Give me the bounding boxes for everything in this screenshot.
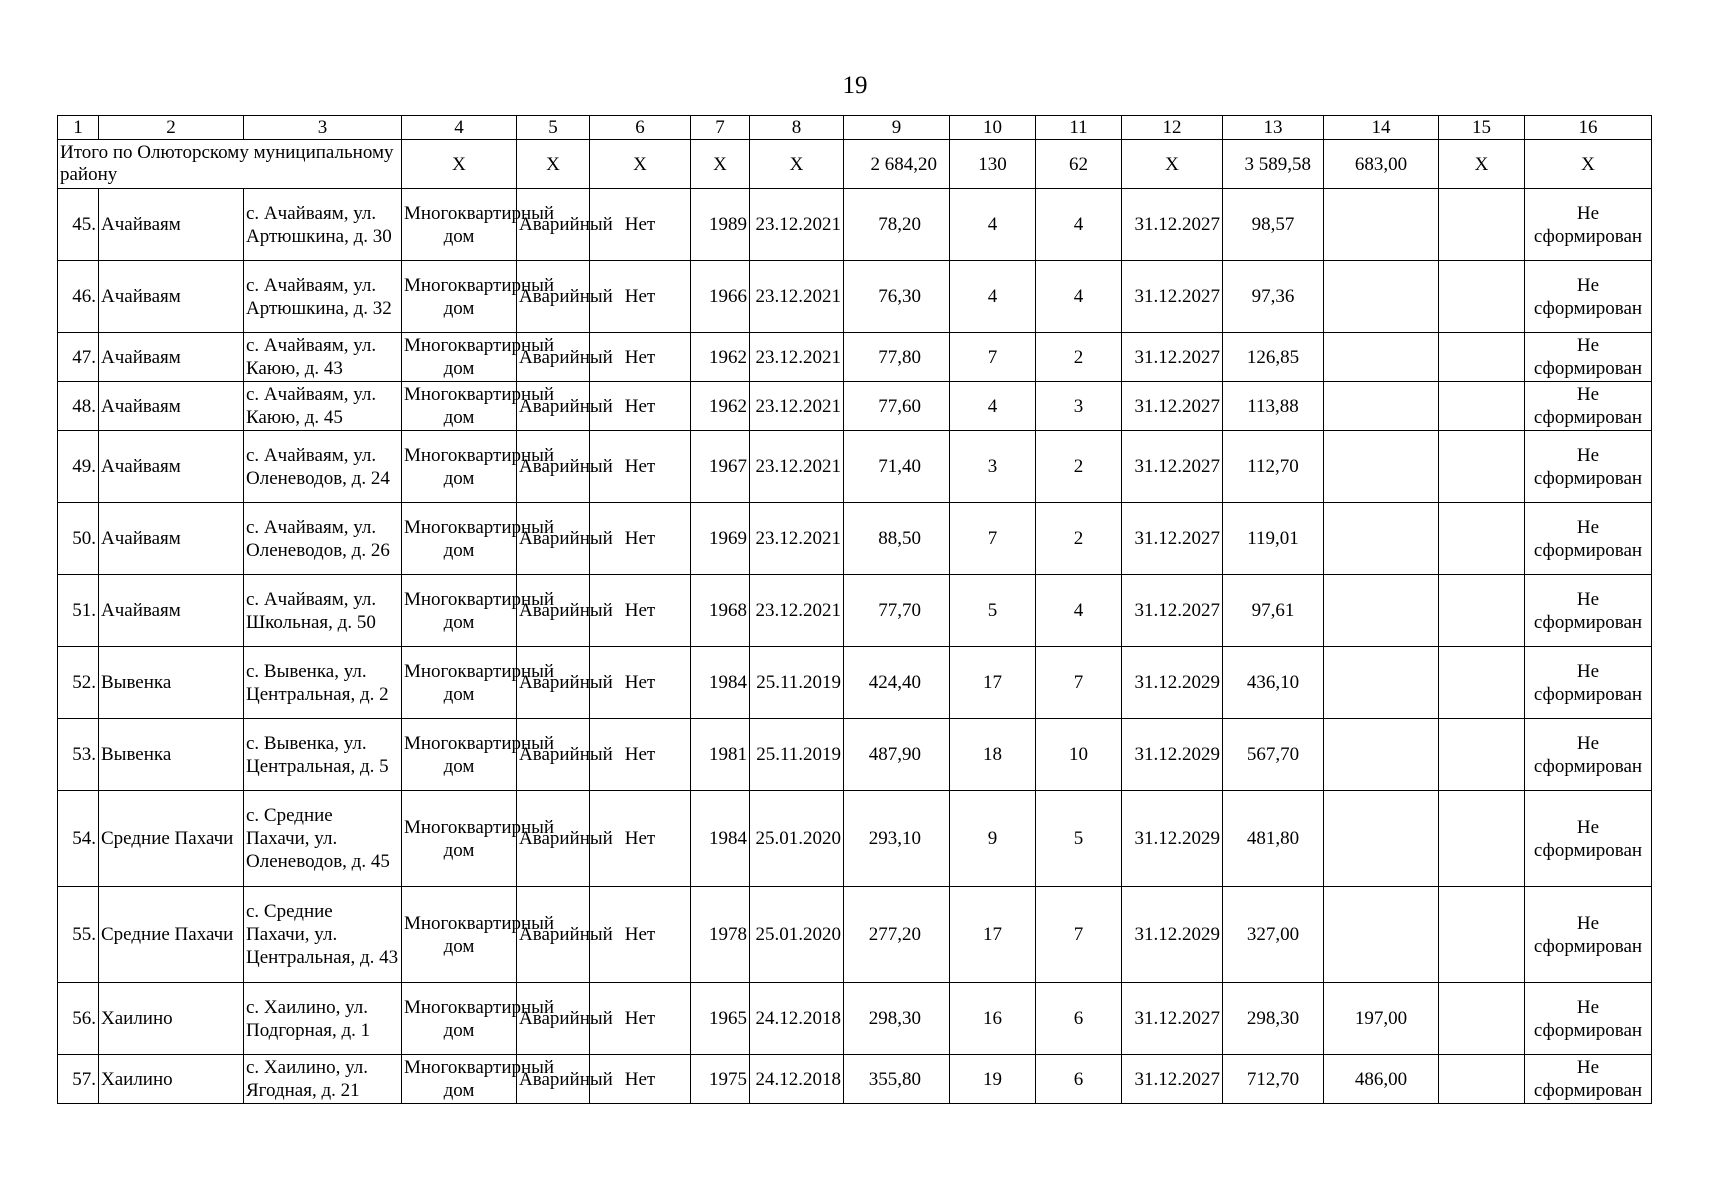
- total-cell: 2 684,20: [844, 140, 950, 189]
- cell-apartments: 3: [1036, 382, 1122, 431]
- cell-people: 4: [950, 189, 1036, 261]
- cell-settlement: Средние Пахачи: [99, 791, 244, 887]
- page-number: 19: [842, 72, 868, 99]
- cell-apartments: 2: [1036, 431, 1122, 503]
- cell-apartments: 2: [1036, 333, 1122, 382]
- cell-value15: [1439, 983, 1525, 1055]
- cell-year: 1984: [691, 791, 750, 887]
- cell-area: 77,70: [844, 575, 950, 647]
- cell-note: Не сформирован: [1525, 719, 1652, 791]
- cell-value14: 197,00: [1324, 983, 1439, 1055]
- cell-value15: [1439, 189, 1525, 261]
- cell-status: Аварийный: [517, 261, 590, 333]
- cell-date: 23.12.2021: [750, 261, 844, 333]
- cell-type: Многоквартирный дом: [402, 983, 517, 1055]
- column-number: 4: [402, 116, 517, 140]
- cell-note: Не сформирован: [1525, 983, 1652, 1055]
- cell-year: 1967: [691, 431, 750, 503]
- cell-value13: 298,30: [1223, 983, 1324, 1055]
- cell-status: Аварийный: [517, 719, 590, 791]
- cell-type: Многоквартирный дом: [402, 431, 517, 503]
- cell-status: Аварийный: [517, 503, 590, 575]
- cell-deadline: 31.12.2029: [1122, 719, 1223, 791]
- cell-apartments: 4: [1036, 261, 1122, 333]
- table-row: [58, 791, 1652, 887]
- cell-value14: [1324, 647, 1439, 719]
- cell-year: 1989: [691, 189, 750, 261]
- table-row: [58, 887, 1652, 983]
- cell-note: Не сформирован: [1525, 1055, 1652, 1104]
- cell-deadline: 31.12.2027: [1122, 983, 1223, 1055]
- cell-n: 56.: [58, 983, 99, 1055]
- total-cell: 3 589,58: [1223, 140, 1324, 189]
- cell-flag: Нет: [590, 189, 691, 261]
- cell-status: Аварийный: [517, 333, 590, 382]
- cell-settlement: Средние Пахачи: [99, 887, 244, 983]
- cell-n: 49.: [58, 431, 99, 503]
- table-row: [58, 503, 1652, 575]
- cell-deadline: 31.12.2029: [1122, 791, 1223, 887]
- column-number: 8: [750, 116, 844, 140]
- cell-n: 47.: [58, 333, 99, 382]
- cell-area: 487,90: [844, 719, 950, 791]
- total-cell: X: [1122, 140, 1223, 189]
- cell-people: 5: [950, 575, 1036, 647]
- cell-value15: [1439, 503, 1525, 575]
- cell-n: 52.: [58, 647, 99, 719]
- cell-deadline: 31.12.2027: [1122, 1055, 1223, 1104]
- cell-year: 1965: [691, 983, 750, 1055]
- cell-value15: [1439, 575, 1525, 647]
- cell-deadline: 31.12.2027: [1122, 503, 1223, 575]
- cell-flag: Нет: [590, 647, 691, 719]
- cell-note: Не сформирован: [1525, 261, 1652, 333]
- cell-apartments: 4: [1036, 189, 1122, 261]
- total-cell: X: [1439, 140, 1525, 189]
- cell-value14: [1324, 261, 1439, 333]
- cell-n: 48.: [58, 382, 99, 431]
- cell-year: 1984: [691, 647, 750, 719]
- cell-flag: Нет: [590, 431, 691, 503]
- cell-settlement: Ачайваям: [99, 189, 244, 261]
- cell-area: 78,20: [844, 189, 950, 261]
- cell-apartments: 5: [1036, 791, 1122, 887]
- cell-flag: Нет: [590, 983, 691, 1055]
- column-number: 1: [58, 116, 99, 140]
- cell-year: 1978: [691, 887, 750, 983]
- cell-n: 55.: [58, 887, 99, 983]
- cell-people: 19: [950, 1055, 1036, 1104]
- cell-settlement: Хаилино: [99, 983, 244, 1055]
- cell-value15: [1439, 1055, 1525, 1104]
- cell-status: Аварийный: [517, 431, 590, 503]
- cell-settlement: Ачайваям: [99, 575, 244, 647]
- cell-status: Аварийный: [517, 983, 590, 1055]
- cell-value13: 113,88: [1223, 382, 1324, 431]
- cell-date: 25.11.2019: [750, 647, 844, 719]
- cell-area: 298,30: [844, 983, 950, 1055]
- cell-deadline: 31.12.2027: [1122, 382, 1223, 431]
- total-cell: X: [750, 140, 844, 189]
- cell-deadline: 31.12.2027: [1122, 575, 1223, 647]
- cell-year: 1966: [691, 261, 750, 333]
- cell-n: 45.: [58, 189, 99, 261]
- table-row: [58, 1055, 1652, 1104]
- cell-type: Многоквартирный дом: [402, 261, 517, 333]
- cell-people: 17: [950, 887, 1036, 983]
- cell-address: с. Ачайваям, ул. Артюшкина, д. 30: [244, 189, 402, 261]
- cell-value14: [1324, 382, 1439, 431]
- cell-date: 23.12.2021: [750, 189, 844, 261]
- cell-area: 77,60: [844, 382, 950, 431]
- cell-people: 4: [950, 261, 1036, 333]
- cell-date: 24.12.2018: [750, 983, 844, 1055]
- cell-value15: [1439, 431, 1525, 503]
- cell-value15: [1439, 791, 1525, 887]
- cell-settlement: Ачайваям: [99, 431, 244, 503]
- cell-value15: [1439, 382, 1525, 431]
- cell-type: Многоквартирный дом: [402, 575, 517, 647]
- cell-value15: [1439, 719, 1525, 791]
- cell-type: Многоквартирный дом: [402, 503, 517, 575]
- cell-flag: Нет: [590, 887, 691, 983]
- cell-flag: Нет: [590, 261, 691, 333]
- cell-flag: Нет: [590, 791, 691, 887]
- cell-year: 1975: [691, 1055, 750, 1104]
- cell-address: с. Средние Пахачи, ул. Центральная, д. 43: [244, 887, 402, 983]
- cell-flag: Нет: [590, 575, 691, 647]
- column-number-row: [58, 116, 1652, 140]
- cell-area: 424,40: [844, 647, 950, 719]
- cell-n: 46.: [58, 261, 99, 333]
- cell-apartments: 7: [1036, 647, 1122, 719]
- cell-value14: [1324, 431, 1439, 503]
- cell-address: с. Ачайваям, ул. Оленеводов, д. 26: [244, 503, 402, 575]
- cell-date: 23.12.2021: [750, 431, 844, 503]
- cell-status: Аварийный: [517, 1055, 590, 1104]
- total-cell: X: [1525, 140, 1652, 189]
- cell-people: 4: [950, 382, 1036, 431]
- column-number: 10: [950, 116, 1036, 140]
- cell-value13: 97,36: [1223, 261, 1324, 333]
- cell-area: 76,30: [844, 261, 950, 333]
- table-row: [58, 647, 1652, 719]
- cell-year: 1962: [691, 382, 750, 431]
- table-row: [58, 261, 1652, 333]
- cell-note: Не сформирован: [1525, 333, 1652, 382]
- total-cell: X: [517, 140, 590, 189]
- cell-deadline: 31.12.2029: [1122, 887, 1223, 983]
- column-number: 16: [1525, 116, 1652, 140]
- cell-address: с. Ачайваям, ул. Школьная, д. 50: [244, 575, 402, 647]
- cell-n: 50.: [58, 503, 99, 575]
- housing-table: [57, 115, 1652, 1104]
- cell-status: Аварийный: [517, 382, 590, 431]
- cell-settlement: Ачайваям: [99, 333, 244, 382]
- column-number: 13: [1223, 116, 1324, 140]
- cell-flag: Нет: [590, 1055, 691, 1104]
- cell-address: с. Вывенка, ул. Центральная, д. 2: [244, 647, 402, 719]
- total-cell: 683,00: [1324, 140, 1439, 189]
- cell-value13: 327,00: [1223, 887, 1324, 983]
- cell-type: Многоквартирный дом: [402, 1055, 517, 1104]
- cell-people: 7: [950, 503, 1036, 575]
- cell-address: с. Вывенка, ул. Центральная, д. 5: [244, 719, 402, 791]
- cell-date: 24.12.2018: [750, 1055, 844, 1104]
- cell-flag: Нет: [590, 382, 691, 431]
- table-row: [58, 382, 1652, 431]
- cell-settlement: Вывенка: [99, 719, 244, 791]
- cell-value15: [1439, 647, 1525, 719]
- cell-value14: [1324, 503, 1439, 575]
- cell-note: Не сформирован: [1525, 575, 1652, 647]
- cell-date: 23.12.2021: [750, 503, 844, 575]
- cell-date: 23.12.2021: [750, 575, 844, 647]
- column-number: 14: [1324, 116, 1439, 140]
- cell-area: 71,40: [844, 431, 950, 503]
- cell-value13: 712,70: [1223, 1055, 1324, 1104]
- cell-address: с. Ачайваям, ул. Оленеводов, д. 24: [244, 431, 402, 503]
- total-cell: X: [402, 140, 517, 189]
- cell-value13: 567,70: [1223, 719, 1324, 791]
- cell-address: с. Ачайваям, ул. Артюшкина, д. 32: [244, 261, 402, 333]
- column-number: 6: [590, 116, 691, 140]
- cell-apartments: 4: [1036, 575, 1122, 647]
- cell-address: с. Ачайваям, ул. Каюю, д. 45: [244, 382, 402, 431]
- cell-note: Не сформирован: [1525, 791, 1652, 887]
- cell-area: 293,10: [844, 791, 950, 887]
- cell-value13: 481,80: [1223, 791, 1324, 887]
- cell-apartments: 10: [1036, 719, 1122, 791]
- cell-value14: [1324, 333, 1439, 382]
- cell-value13: 97,61: [1223, 575, 1324, 647]
- table-row: [58, 719, 1652, 791]
- total-cell: 62: [1036, 140, 1122, 189]
- total-row: [58, 140, 1652, 189]
- cell-people: 18: [950, 719, 1036, 791]
- cell-status: Аварийный: [517, 189, 590, 261]
- table-row: [58, 983, 1652, 1055]
- cell-value13: 112,70: [1223, 431, 1324, 503]
- cell-flag: Нет: [590, 503, 691, 575]
- cell-note: Не сформирован: [1525, 382, 1652, 431]
- cell-value13: 126,85: [1223, 333, 1324, 382]
- cell-date: 25.01.2020: [750, 887, 844, 983]
- total-cell: X: [691, 140, 750, 189]
- cell-people: 16: [950, 983, 1036, 1055]
- column-number: 5: [517, 116, 590, 140]
- cell-note: Не сформирован: [1525, 647, 1652, 719]
- table-row: [58, 431, 1652, 503]
- cell-type: Многоквартирный дом: [402, 382, 517, 431]
- cell-note: Не сформирован: [1525, 503, 1652, 575]
- cell-year: 1969: [691, 503, 750, 575]
- cell-date: 25.11.2019: [750, 719, 844, 791]
- column-number: 11: [1036, 116, 1122, 140]
- cell-type: Многоквартирный дом: [402, 719, 517, 791]
- cell-apartments: 6: [1036, 1055, 1122, 1104]
- cell-value13: 436,10: [1223, 647, 1324, 719]
- cell-value15: [1439, 887, 1525, 983]
- cell-status: Аварийный: [517, 647, 590, 719]
- cell-area: 355,80: [844, 1055, 950, 1104]
- cell-deadline: 31.12.2027: [1122, 261, 1223, 333]
- cell-address: с. Ачайваям, ул. Каюю, д. 43: [244, 333, 402, 382]
- cell-deadline: 31.12.2029: [1122, 647, 1223, 719]
- table-row: [58, 333, 1652, 382]
- cell-n: 53.: [58, 719, 99, 791]
- cell-status: Аварийный: [517, 791, 590, 887]
- cell-value14: [1324, 189, 1439, 261]
- cell-value14: [1324, 719, 1439, 791]
- total-cell: 130: [950, 140, 1036, 189]
- total-cell: X: [590, 140, 691, 189]
- cell-address: с. Хаилино, ул. Ягодная, д. 21: [244, 1055, 402, 1104]
- cell-apartments: 7: [1036, 887, 1122, 983]
- cell-status: Аварийный: [517, 575, 590, 647]
- column-number: 2: [99, 116, 244, 140]
- cell-people: 17: [950, 647, 1036, 719]
- cell-type: Многоквартирный дом: [402, 189, 517, 261]
- column-number: 9: [844, 116, 950, 140]
- cell-apartments: 6: [1036, 983, 1122, 1055]
- cell-settlement: Ачайваям: [99, 261, 244, 333]
- cell-note: Не сформирован: [1525, 431, 1652, 503]
- cell-value15: [1439, 333, 1525, 382]
- cell-settlement: Вывенка: [99, 647, 244, 719]
- cell-value14: [1324, 575, 1439, 647]
- cell-value13: 98,57: [1223, 189, 1324, 261]
- cell-deadline: 31.12.2027: [1122, 189, 1223, 261]
- cell-year: 1962: [691, 333, 750, 382]
- cell-settlement: Ачайваям: [99, 382, 244, 431]
- cell-people: 9: [950, 791, 1036, 887]
- total-label: Итого по Олюторскому муниципальному району: [58, 140, 402, 189]
- cell-area: 277,20: [844, 887, 950, 983]
- cell-settlement: Хаилино: [99, 1055, 244, 1104]
- cell-apartments: 2: [1036, 503, 1122, 575]
- cell-note: Не сформирован: [1525, 887, 1652, 983]
- cell-type: Многоквартирный дом: [402, 333, 517, 382]
- column-number: 7: [691, 116, 750, 140]
- cell-n: 57.: [58, 1055, 99, 1104]
- cell-year: 1981: [691, 719, 750, 791]
- cell-address: с. Средние Пахачи, ул. Оленеводов, д. 45: [244, 791, 402, 887]
- cell-value14: [1324, 791, 1439, 887]
- cell-n: 54.: [58, 791, 99, 887]
- cell-settlement: Ачайваям: [99, 503, 244, 575]
- cell-year: 1968: [691, 575, 750, 647]
- cell-status: Аварийный: [517, 887, 590, 983]
- cell-address: с. Хаилино, ул. Подгорная, д. 1: [244, 983, 402, 1055]
- column-number: 3: [244, 116, 402, 140]
- cell-value14: 486,00: [1324, 1055, 1439, 1104]
- column-number: 12: [1122, 116, 1223, 140]
- table-row: [58, 189, 1652, 261]
- cell-type: Многоквартирный дом: [402, 791, 517, 887]
- cell-flag: Нет: [590, 333, 691, 382]
- cell-area: 77,80: [844, 333, 950, 382]
- cell-date: 25.01.2020: [750, 791, 844, 887]
- cell-n: 51.: [58, 575, 99, 647]
- cell-deadline: 31.12.2027: [1122, 431, 1223, 503]
- cell-value15: [1439, 261, 1525, 333]
- cell-people: 7: [950, 333, 1036, 382]
- cell-type: Многоквартирный дом: [402, 887, 517, 983]
- table-row: [58, 575, 1652, 647]
- cell-flag: Нет: [590, 719, 691, 791]
- cell-date: 23.12.2021: [750, 333, 844, 382]
- cell-deadline: 31.12.2027: [1122, 333, 1223, 382]
- cell-people: 3: [950, 431, 1036, 503]
- cell-area: 88,50: [844, 503, 950, 575]
- cell-type: Многоквартирный дом: [402, 647, 517, 719]
- cell-value13: 119,01: [1223, 503, 1324, 575]
- cell-date: 23.12.2021: [750, 382, 844, 431]
- column-number: 15: [1439, 116, 1525, 140]
- cell-note: Не сформирован: [1525, 189, 1652, 261]
- cell-value14: [1324, 887, 1439, 983]
